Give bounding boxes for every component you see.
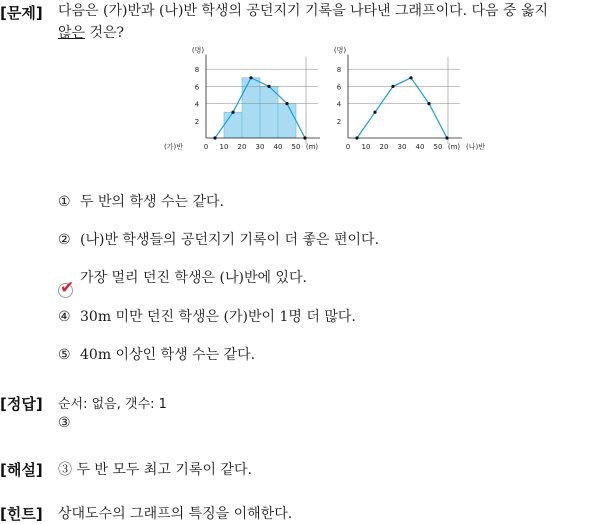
x-tick-label: 50 — [291, 143, 301, 151]
x-axis-label: (m) — [305, 143, 319, 151]
data-point — [373, 111, 376, 114]
data-point — [427, 102, 430, 105]
chart-class-a — [160, 46, 320, 156]
series-label: (나)반 — [466, 143, 485, 151]
option-1[interactable] — [58, 191, 224, 211]
data-point — [355, 136, 358, 139]
series-label: (가)반 — [164, 143, 183, 151]
data-point — [231, 111, 234, 114]
underlined-word: 않은 — [58, 25, 86, 41]
x-tick-label: 10 — [361, 143, 371, 151]
data-point — [213, 136, 216, 139]
y-tick-label: 6 — [194, 83, 200, 92]
x-tick-label: 0 — [203, 143, 209, 151]
explanation-text: ③ 두 반 모두 최고 기록이 같다. — [58, 462, 252, 478]
option-5-text: 40m 이상인 학생 수는 같다. — [80, 347, 256, 363]
histogram-bar — [260, 86, 278, 138]
y-tick-label: 8 — [194, 66, 200, 75]
x-tick-label: 20 — [379, 143, 389, 151]
data-point — [391, 85, 394, 88]
histogram-bar — [242, 78, 260, 138]
option-3-text: 가장 멀리 던진 학생은 (나)반에 있다. — [80, 270, 307, 286]
option-4[interactable] — [58, 306, 356, 326]
data-point — [303, 136, 306, 139]
x-tick-label: 30 — [255, 143, 265, 151]
option-2[interactable] — [58, 229, 379, 249]
x-tick-label: 30 — [397, 143, 407, 151]
problem-text-line2 — [58, 22, 124, 44]
data-point — [249, 76, 252, 79]
x-tick-label: 20 — [237, 143, 247, 151]
x-tick-label: 0 — [345, 143, 351, 151]
check-mark-icon: ✔ — [60, 278, 75, 298]
histogram-bar — [278, 104, 296, 138]
option-3[interactable] — [58, 267, 307, 298]
x-tick-label: 10 — [219, 143, 229, 151]
histogram-bar — [224, 112, 242, 138]
option-2-text: (나)반 학생들의 공던지기 기록이 더 좋은 편이다. — [80, 232, 380, 248]
option-2-number: ② — [58, 232, 71, 248]
x-axis-label: (m) — [447, 143, 461, 151]
x-tick-label: 50 — [433, 143, 443, 151]
data-point — [445, 136, 448, 139]
y-tick-label: 2 — [194, 117, 200, 126]
y-axis-label: (명) — [191, 46, 205, 55]
x-tick-label: 40 — [415, 143, 425, 151]
option-1-text: 두 반의 학생 수는 같다. — [80, 194, 224, 210]
problem-text-line1: 다음은 (가)반과 (나)반 학생의 공던지기 기록을 나타낸 그래프이다. 다음 중 옳지 — [58, 3, 549, 19]
option-4-number: ④ — [58, 309, 71, 325]
answer-tag: [정답] — [0, 395, 43, 413]
problem-tag: [문제] — [0, 4, 43, 22]
y-tick-label: 8 — [336, 66, 342, 75]
hint-tag: [힌트] — [0, 505, 43, 523]
chart-class-b — [318, 46, 488, 156]
hint-text: 상대도수의 그래프의 특징을 이해한다. — [58, 506, 293, 522]
data-point — [285, 102, 288, 105]
problem-text-rest: 것은? — [85, 25, 125, 41]
option-5-number: ⑤ — [58, 347, 71, 363]
option-1-number: ① — [58, 194, 71, 210]
y-tick-label: 4 — [336, 100, 342, 109]
y-tick-label: 2 — [336, 117, 342, 126]
answer-line1: 순서: 없음, 갯수: 1 — [58, 397, 167, 412]
option-4-text: 30m 미만 던진 학생은 (가)반이 1명 더 많다. — [80, 309, 356, 325]
y-tick-label: 6 — [336, 83, 342, 92]
option-5[interactable] — [58, 344, 255, 364]
y-axis-label: (명) — [333, 46, 347, 55]
data-point — [409, 76, 412, 79]
y-tick-label: 4 — [194, 100, 200, 109]
data-point — [267, 85, 270, 88]
explanation-tag: [해설] — [0, 461, 43, 479]
x-tick-label: 40 — [273, 143, 283, 151]
frequency-polygon-line — [357, 78, 447, 138]
answer-line2: ③ — [58, 415, 71, 431]
